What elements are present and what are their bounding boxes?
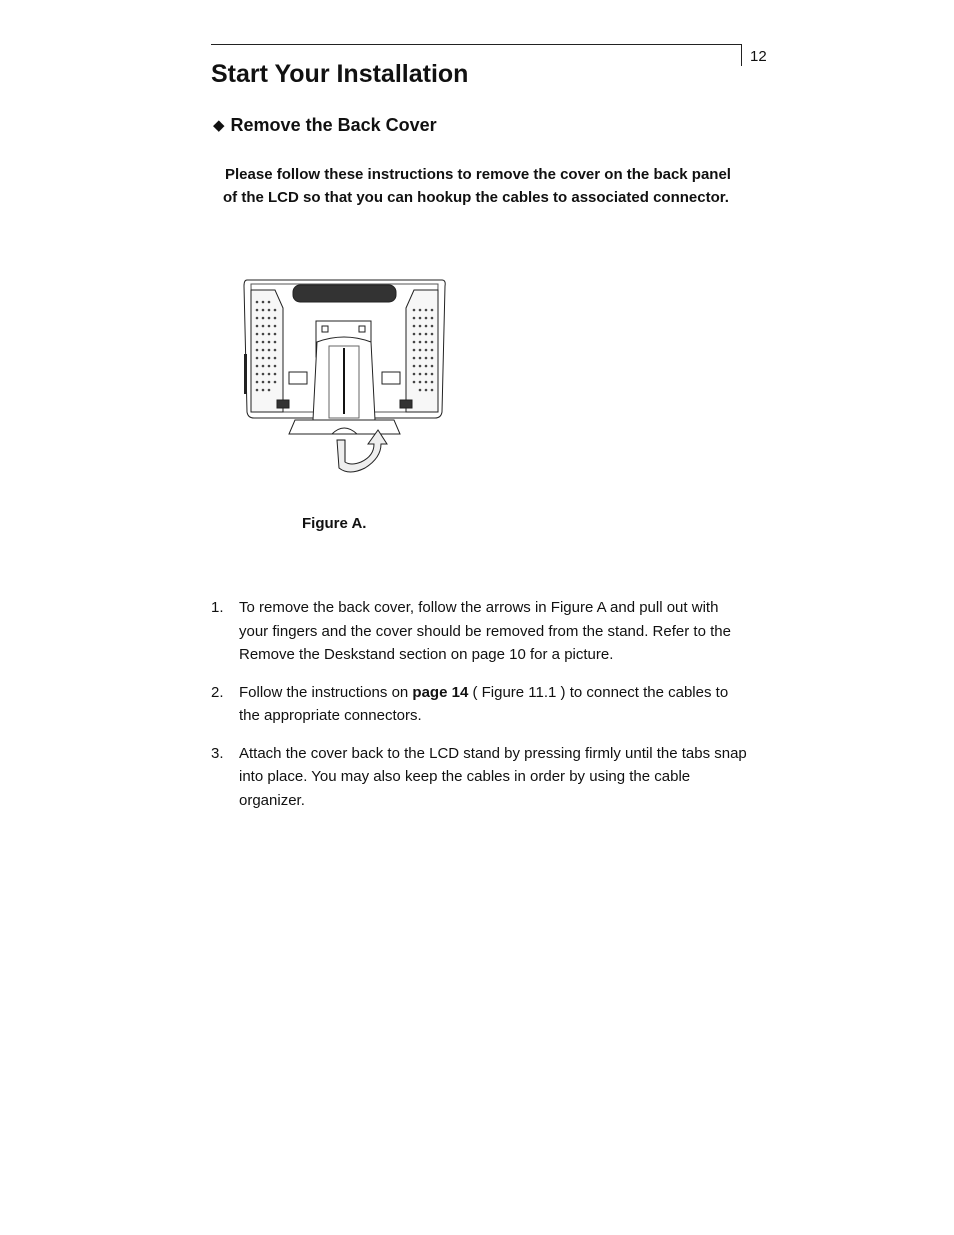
list-item <box>211 596 751 667</box>
step-text: To remove the back cover, follow the arrows in Figure A and pull out with your fingers and the cover should be removed from the stand. Refer to the Remove the Deskstand section on page 10 for a picture. <box>239 599 731 663</box>
step-text: Attach the cover back to the LCD stand by pressing firmly until the tabs snap into place. You may also keep the cables in order by using the cable organizer. <box>239 744 747 809</box>
page-number: 12 <box>750 48 767 65</box>
figure-caption: Figure A. <box>302 515 367 532</box>
step-number: 3. <box>211 744 224 762</box>
diamond-bullet-icon: ◆ <box>213 117 225 134</box>
page-title: Start Your Installation <box>211 60 469 88</box>
page-number-separator <box>741 44 742 66</box>
list-item <box>211 742 751 813</box>
intro-paragraph: Please follow these instructions to remove the cover on the back panel of the LCD so that you can hookup the cables to associated connector. <box>223 166 731 206</box>
header-rule <box>211 44 741 45</box>
section-heading-text: Remove the Back Cover <box>230 115 437 135</box>
page-reference: page 14 <box>412 683 469 701</box>
lcd-back-cover-arrow-icon <box>237 272 452 477</box>
step-text-post: ( Figure 11.1 ) to connect the cables to the appropriate connectors. <box>239 683 729 724</box>
step-text-pre: Follow the instructions on <box>239 683 413 701</box>
list-item <box>211 681 751 728</box>
step-number: 1. <box>211 599 224 616</box>
instruction-steps <box>211 596 751 826</box>
step-number: 2. <box>211 683 224 701</box>
section-heading <box>213 115 437 136</box>
